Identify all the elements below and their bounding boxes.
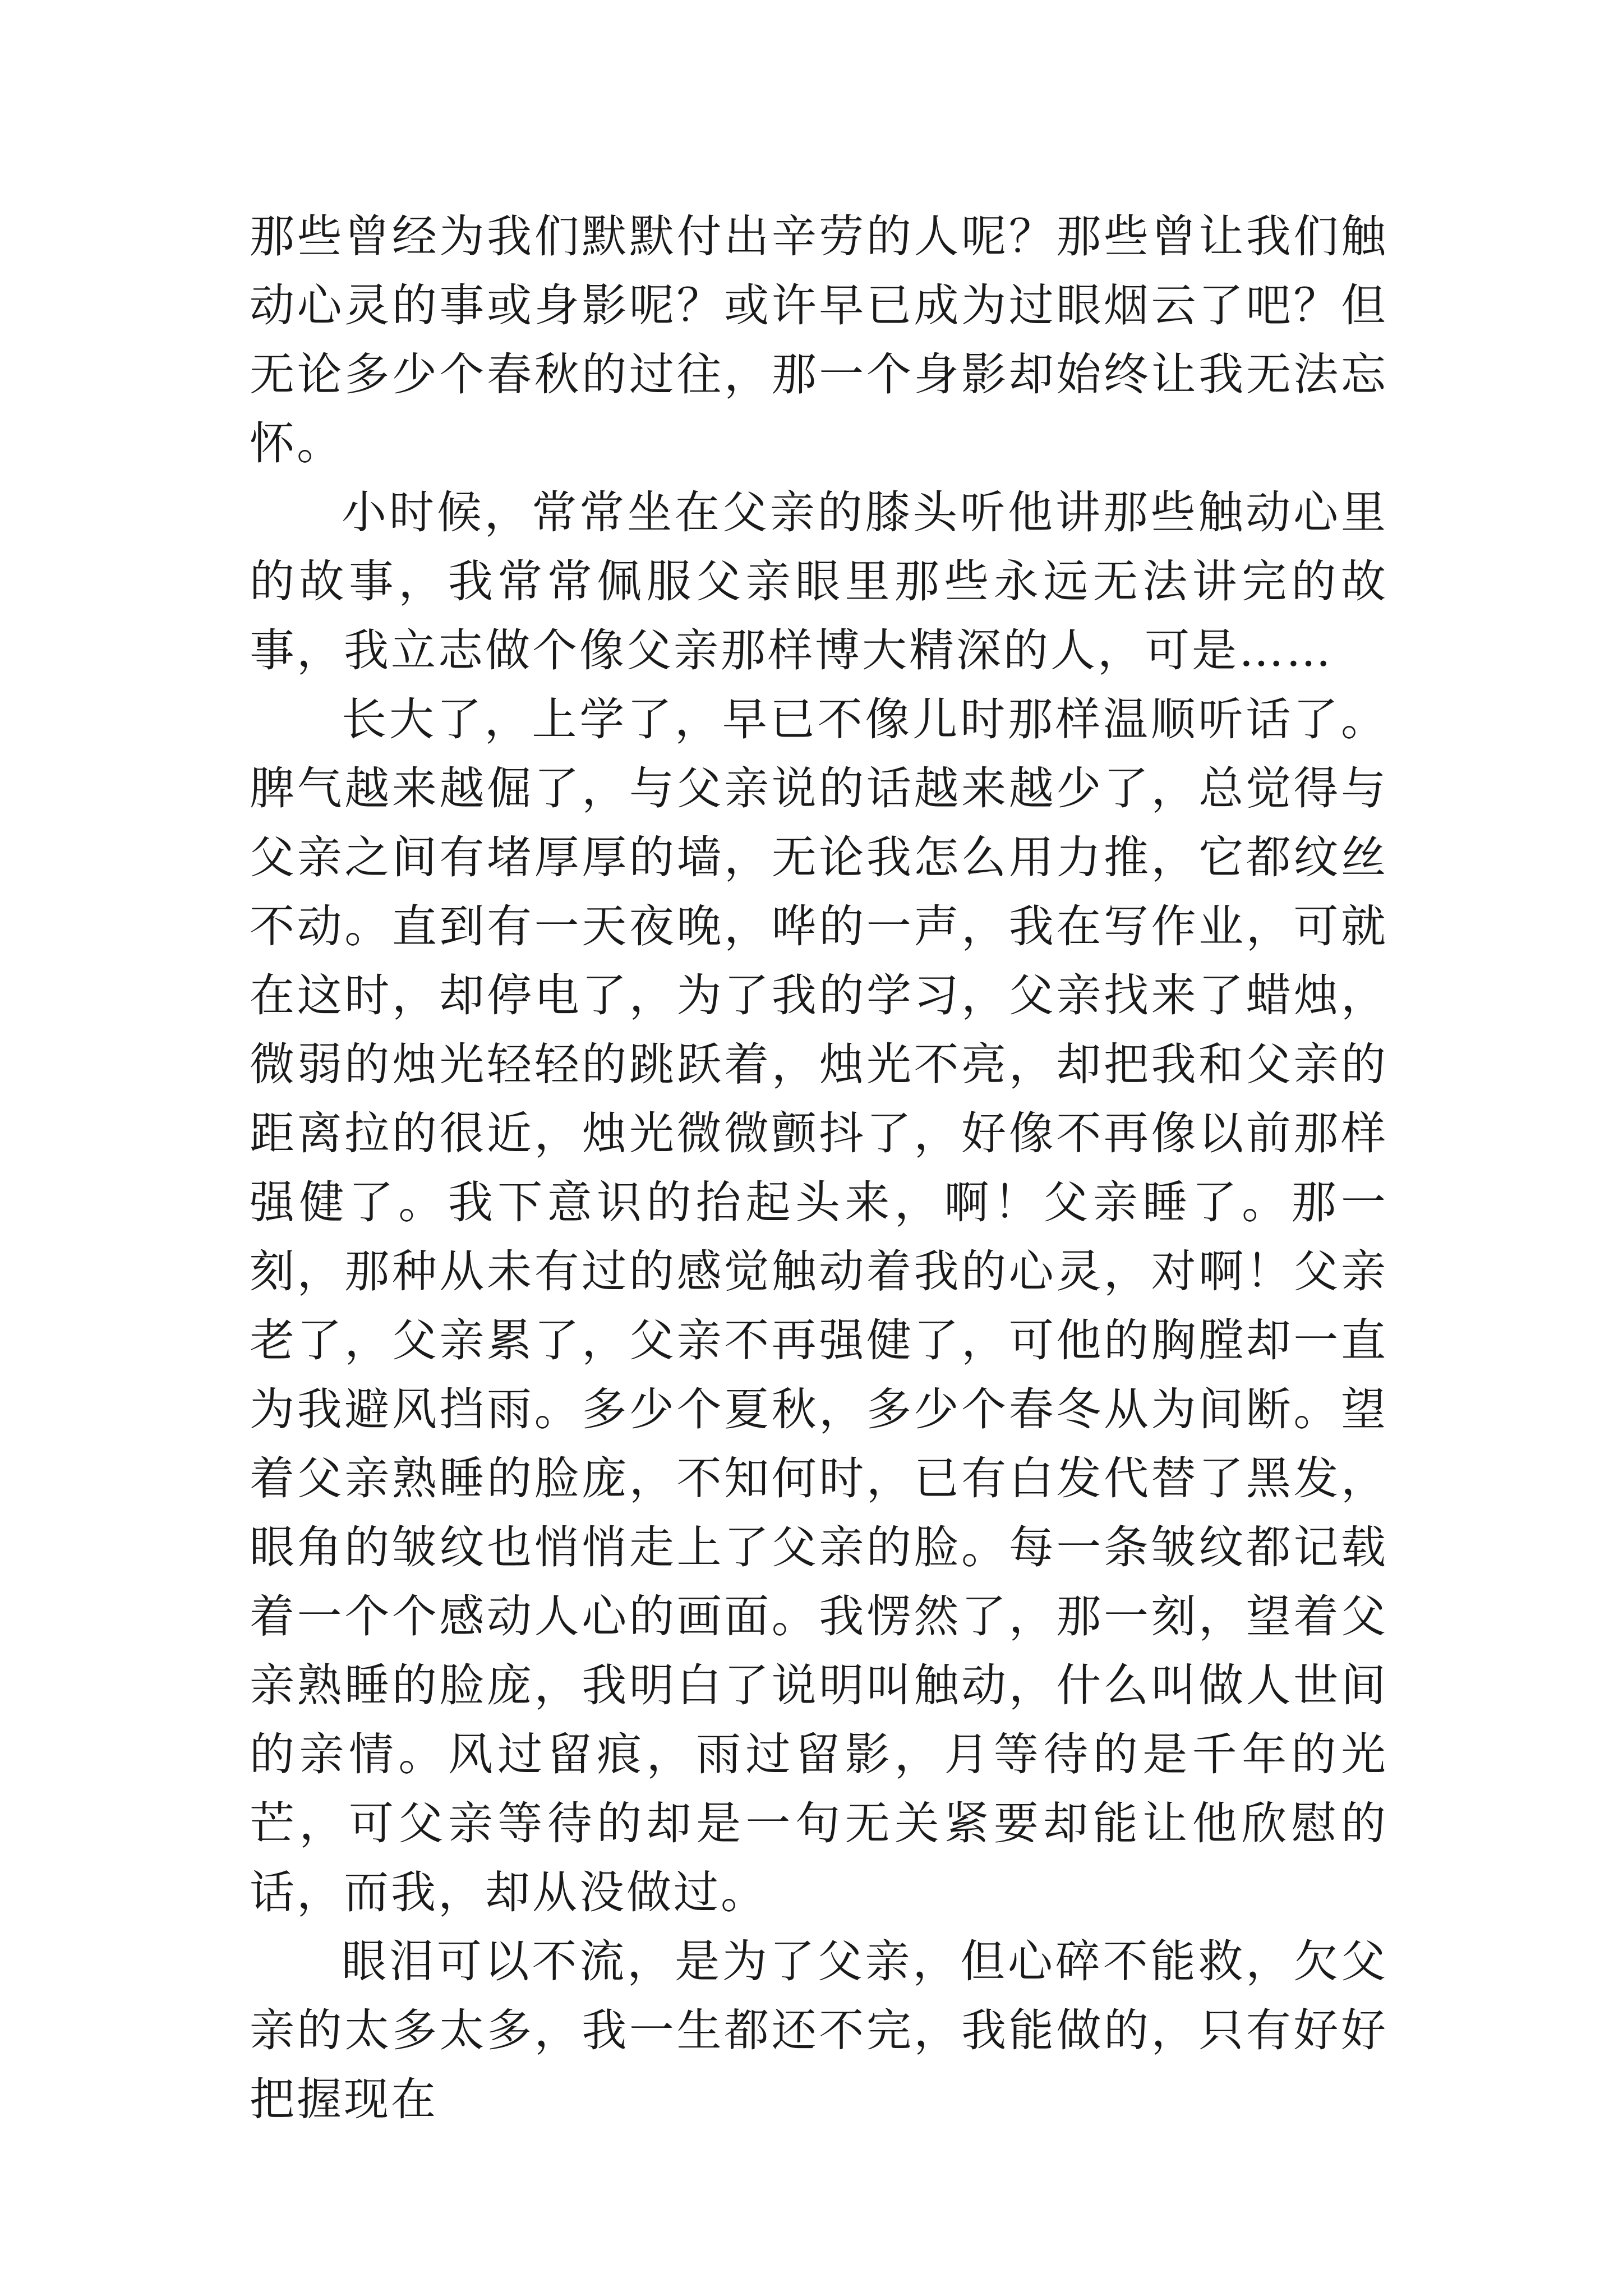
document-body [250, 202, 1388, 2134]
paragraph-1: 那些曾经为我们默默付出辛劳的人呢？那些曾让我们触动心灵的事或身影呢？或许早已成为过眼烟云了吧？但无论多少个春秋的过往，那一个身影却始终让我无法忘怀。 [250, 210, 1388, 470]
paragraph-2: 小时候，常常坐在父亲的膝头听他讲那些触动心里的故事，我常常佩服父亲眼里那些永远无法讲完的故事，我立志做个像父亲那样博大精深的人，可是…… [250, 486, 1388, 677]
paragraph-3: 长大了，上学了，早已不像儿时那样温顺听话了。脾气越来越倔了，与父亲说的话越来越少了，总觉得与父亲之间有堵厚厚的墙，无论我怎么用力推，它都纹丝不动。直到有一天夜晚，哗的一声，我在写作业，可就在这时，却停电了，为了我的学习，父亲找来了蜡烛，微弱的烛光轻轻的跳跃着，烛光不亮，却把我和父亲的距离拉的很近，烛光微微颤抖了，好像不再像以前那样强健了。我下意识的抬起头来，啊！父亲睡了。那一刻，那种从未有过的感觉触动着我的心灵，对啊！父亲老了，父亲累了，父亲不再强健了，可他的胸膛却一直为我避风挡雨。多少个夏秋，多少个春冬从为间断。望着父亲熟睡的脸庞，不知何时，已有白发代替了黑发，眼角的皱纹也悄悄走上了父亲的脸。每一条皱纹都记载着一个个感动人心的画面。我愣然了，那一刻，望着父亲熟睡的脸庞，我明白了说明叫触动，什么叫做人世间的亲情。风过留痕，雨过留影，月等待的是千年的光芒，可父亲等待的却是一句无关紧要却能让他欣慰的话，而我，却从没做过。 [250, 693, 1388, 1918]
paragraph-4: 眼泪可以不流，是为了父亲，但心碎不能救，欠父亲的太多太多，我一生都还不完，我能做的，只有好好把握现在 [250, 1935, 1388, 2125]
